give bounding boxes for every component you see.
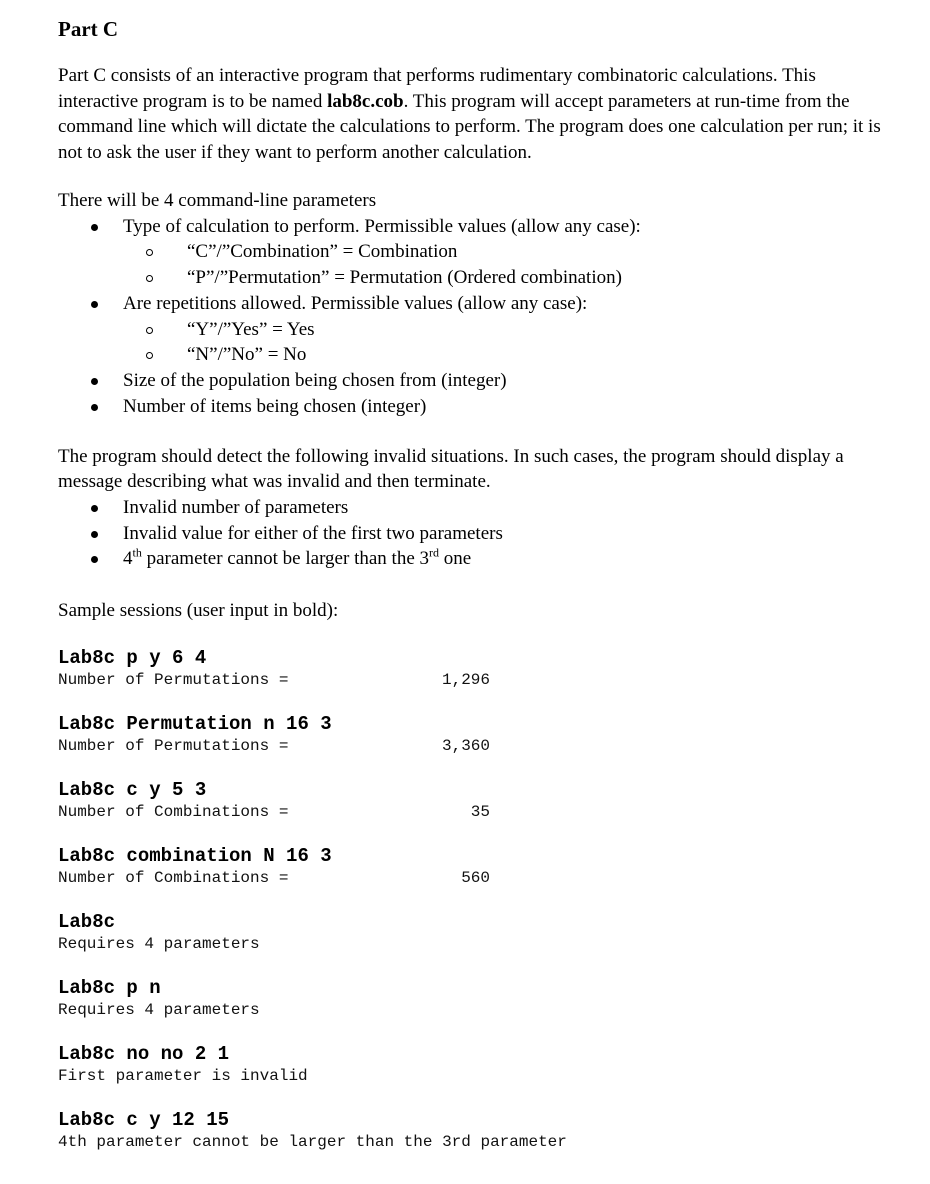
- param-sublist-type: [123, 239, 898, 291]
- param-item-type: [58, 214, 898, 291]
- session-command: Lab8c no no 2 1: [58, 1042, 230, 1065]
- param-item-repetitions: [58, 291, 898, 368]
- param-sublist-repetitions: [123, 317, 898, 369]
- invalid-item: [58, 546, 898, 572]
- session-output: First parameter is invalid: [58, 1066, 308, 1085]
- session-output: Requires 4 parameters: [58, 1000, 260, 1019]
- session-output: 4th parameter cannot be larger than the 3rd parameter: [58, 1132, 567, 1151]
- session-command: Lab8c p y 6 4: [58, 646, 207, 669]
- param-item-label: Are repetitions allowed. Permissible values (allow any case):: [123, 292, 588, 314]
- param-item-label: Type of calculation to perform. Permissible values (allow any case):: [123, 215, 641, 237]
- session-command: Lab8c: [58, 910, 116, 933]
- session: [58, 646, 898, 690]
- intro-text-after: . This program will accept parameters at run-time from the command line which will dictate the calculations to perform. The program does one calculation per run; it is not to ask the user if they want to perform another calculation.: [58, 90, 881, 163]
- session-output: [58, 802, 898, 822]
- param-subitem: “N”/”No” = No: [123, 342, 898, 368]
- intro-text-before: Part C consists of an interactive program that performs rudimentary combinatoric calculations. This interactive program is to be named: [58, 65, 816, 112]
- param-subitem: “Y”/”Yes” = Yes: [123, 317, 898, 343]
- output-label: Number of Combinations =: [58, 802, 289, 821]
- session: [58, 976, 898, 1020]
- params-list: [58, 214, 898, 420]
- invalid-item-text: parameter cannot be larger than the 3: [141, 548, 429, 570]
- invalid-list: [58, 495, 898, 572]
- session: [58, 844, 898, 888]
- output-value: 560: [461, 868, 490, 887]
- sample-intro: Sample sessions (user input in bold):: [58, 600, 339, 622]
- intro-paragraph: [58, 63, 898, 165]
- ordinal-number: 4: [123, 548, 133, 570]
- session-command: Lab8c c y 5 3: [58, 778, 207, 801]
- session-command: Lab8c Permutation n 16 3: [58, 712, 332, 735]
- params-intro: There will be 4 command-line parameters: [58, 190, 377, 211]
- invalid-item: Invalid number of parameters: [58, 495, 898, 521]
- invalid-item: Invalid value for either of the first two parameters: [58, 521, 898, 547]
- param-item-chosen: Number of items being chosen (integer): [58, 394, 898, 420]
- param-subitem: “C”/”Combination” = Combination: [123, 239, 898, 265]
- session-output: Requires 4 parameters: [58, 934, 260, 953]
- output-value: 35: [470, 802, 490, 821]
- param-item-population: Size of the population being chosen from (integer): [58, 368, 898, 394]
- session-output: [58, 670, 898, 690]
- ordinal-suffix: th: [132, 546, 142, 561]
- session: [58, 1108, 898, 1152]
- session-output: [58, 868, 898, 888]
- session: [58, 910, 898, 954]
- program-name: lab8c.cob: [327, 90, 404, 112]
- session-command: Lab8c c y 12 15: [58, 1108, 230, 1131]
- output-label: Number of Permutations =: [58, 736, 289, 755]
- session: [58, 712, 898, 756]
- invalid-intro: The program should detect the following invalid situations. In such cases, the program should display a message describing what was invalid and then terminate.: [58, 445, 844, 493]
- output-label: Number of Combinations =: [58, 868, 289, 887]
- invalid-item-text: one: [439, 548, 472, 570]
- output-value: 1,296: [441, 670, 490, 689]
- session-output: [58, 736, 898, 756]
- session: [58, 778, 898, 822]
- session-command: Lab8c p n: [58, 976, 161, 999]
- section-heading: Part C: [58, 17, 119, 41]
- output-value: 3,360: [441, 736, 490, 755]
- sample-sessions: [58, 646, 898, 1152]
- param-subitem: “P”/”Permutation” = Permutation (Ordered combination): [123, 265, 898, 291]
- ordinal-suffix: rd: [429, 546, 439, 561]
- session: [58, 1042, 898, 1086]
- document-page: [58, 14, 898, 1174]
- session-command: Lab8c combination N 16 3: [58, 844, 332, 867]
- output-label: Number of Permutations =: [58, 670, 289, 689]
